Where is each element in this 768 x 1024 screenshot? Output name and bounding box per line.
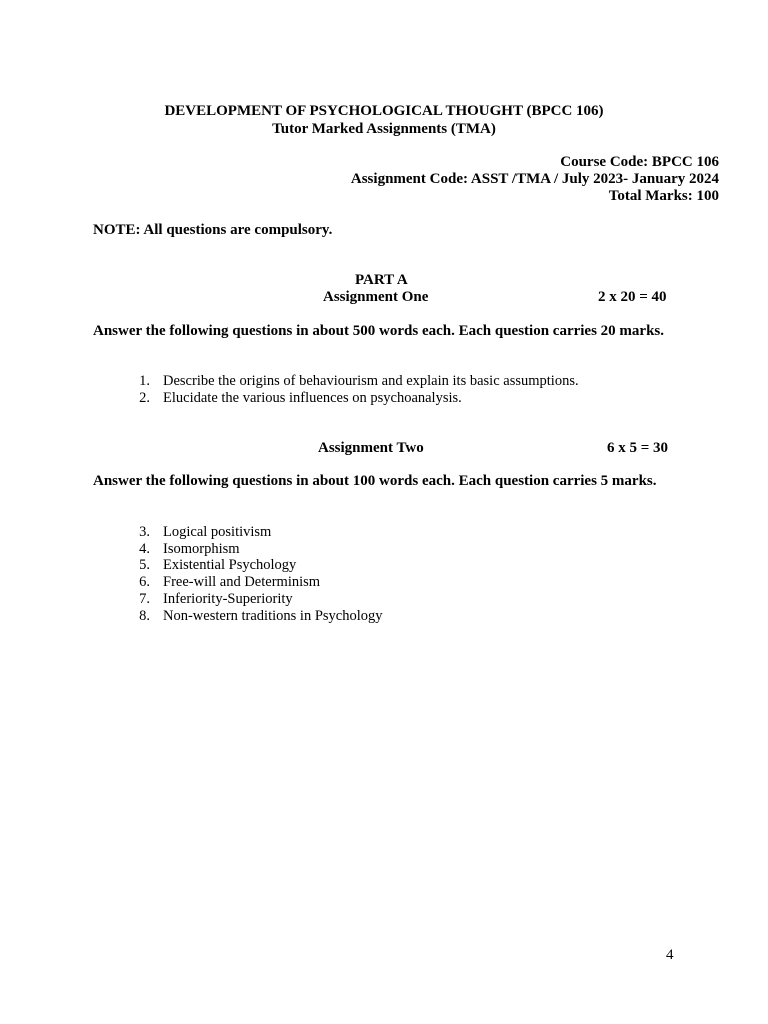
question-number: 7. <box>139 591 150 607</box>
assignment-one-instruction: Answer the following questions in about 500 words each. Each question carries 20 marks. <box>93 323 665 339</box>
question-number: 5. <box>139 557 150 573</box>
list-item <box>0 524 768 541</box>
question-text: Elucidate the various influences on psychoanalysis. <box>163 390 462 406</box>
assignment-code: Assignment Code: ASST /TMA / July 2023- January 2024 <box>350 171 719 187</box>
question-number: 4. <box>139 541 150 557</box>
list-item <box>0 591 768 608</box>
compulsory-note: NOTE: All questions are compulsory. <box>93 222 333 238</box>
assignment-two-instruction: Answer the following questions in about 100 words each. Each question carries 5 marks. <box>93 473 657 489</box>
question-number: 1. <box>139 373 150 389</box>
total-marks: Total Marks: 100 <box>608 188 719 204</box>
list-item <box>0 608 768 625</box>
question-number: 2. <box>139 390 150 406</box>
assignment-two-title: Assignment Two <box>318 440 424 456</box>
question-number: 3. <box>139 524 150 540</box>
page-number: 4 <box>666 947 674 963</box>
question-number: 6. <box>139 574 150 590</box>
list-item <box>0 557 768 574</box>
list-item <box>0 574 768 591</box>
question-text: Free-will and Determinism <box>163 574 321 590</box>
part-a-heading: PART A <box>355 272 408 288</box>
question-text: Isomorphism <box>163 541 240 557</box>
question-text: Inferiority-Superiority <box>163 591 293 607</box>
assignment-one-title: Assignment One <box>323 289 429 305</box>
assignment-two-marks: 6 x 5 = 30 <box>607 440 669 456</box>
question-text: Non-western traditions in Psychology <box>163 608 383 624</box>
course-code: Course Code: BPCC 106 <box>560 154 719 170</box>
question-text: Existential Psychology <box>163 557 297 573</box>
question-text: Logical positivism <box>163 524 272 540</box>
question-number: 8. <box>139 608 150 624</box>
list-item <box>0 390 768 407</box>
document-title: DEVELOPMENT OF PSYCHOLOGICAL THOUGHT (BPCC 106) <box>164 103 604 119</box>
document-subtitle: Tutor Marked Assignments (TMA) <box>272 121 496 137</box>
question-text: Describe the origins of behaviourism and explain its basic assumptions. <box>163 373 579 389</box>
assignment-one-marks: 2 x 20 = 40 <box>598 289 667 305</box>
list-item <box>0 541 768 558</box>
list-item <box>0 373 768 390</box>
